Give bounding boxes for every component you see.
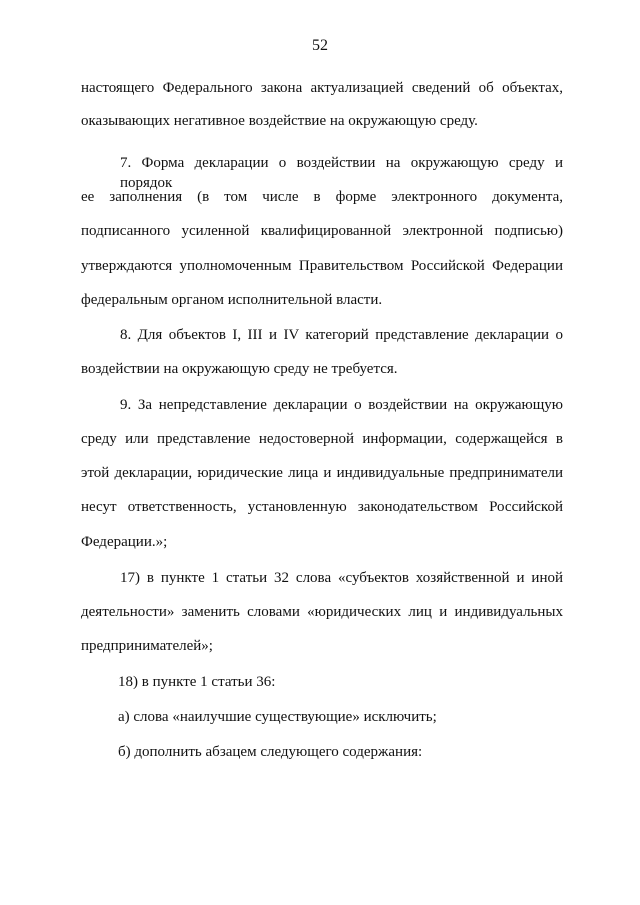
text-line: б) дополнить абзацем следующего содержания:	[118, 744, 423, 760]
text-line: утверждаются уполномоченным Правительством Российской Федерации	[81, 258, 563, 274]
text-line: 9. За непредставление декларации о воздействии на окружающую	[120, 397, 563, 413]
text-line: несут ответственность, установленную законодательством Российской	[81, 499, 563, 515]
text-line: среду или представление недостоверной информации, содержащейся в	[81, 431, 563, 447]
text-line: оказывающих негативное воздействие на окружающую среду.	[81, 113, 478, 129]
text-line: воздействии на окружающую среду не требуется.	[81, 361, 398, 377]
text-line: Федерации.»;	[81, 534, 168, 550]
text-line: 8. Для объектов I, III и IV категорий представление декларации о	[120, 327, 563, 343]
text-line: этой декларации, юридические лица и индивидуальные предприниматели	[81, 465, 563, 481]
text-line: 7. Форма декларации о воздействии на окружающую среду и порядок	[120, 155, 563, 191]
text-line: настоящего Федерального закона актуализацией сведений об объектах,	[81, 80, 563, 96]
text-line: деятельности» заменить словами «юридических лиц и индивидуальных	[81, 604, 563, 620]
text-line: подписанного усиленной квалифицированной электронной подписью)	[81, 223, 563, 239]
text-line: 18) в пункте 1 статьи 36:	[118, 674, 276, 690]
text-line: ее заполнения (в том числе в форме электронного документа,	[81, 189, 563, 205]
page-number: 52	[312, 37, 328, 54]
text-line: федеральным органом исполнительной власти.	[81, 292, 383, 308]
text-line: а) слова «наилучшие существующие» исключить;	[118, 709, 437, 725]
text-line: 17) в пункте 1 статьи 32 слова «субъектов хозяйственной и иной	[120, 570, 563, 586]
text-line: предпринимателей»;	[81, 638, 213, 654]
